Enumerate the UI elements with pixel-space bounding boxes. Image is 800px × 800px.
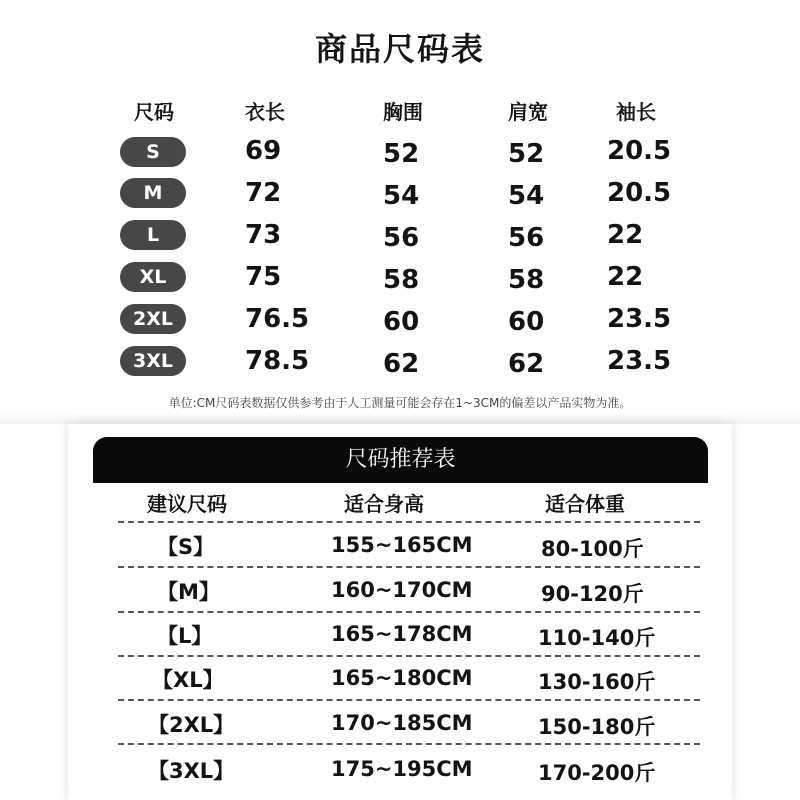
recommend-size: 【3XL】 — [148, 759, 235, 783]
height-range: 165~178CM — [331, 622, 473, 646]
recommend-size: 【2XL】 — [148, 713, 235, 737]
length-value: 76.5 — [245, 304, 310, 334]
recommend-chart-title: 尺码推荐表 — [93, 437, 708, 483]
sleeve-value: 22 — [607, 262, 644, 292]
length-value: 69 — [245, 136, 282, 166]
row-divider — [118, 743, 700, 745]
chest-value: 56 — [383, 223, 420, 253]
height-range: 175~195CM — [331, 757, 473, 781]
length-value: 73 — [245, 220, 282, 250]
shoulder-value: 56 — [508, 223, 545, 253]
weight-range: 80-100斤 — [541, 537, 644, 561]
recommend-size: 【XL】 — [152, 668, 224, 692]
length-value: 78.5 — [245, 346, 310, 376]
header-size: 尺码 — [134, 100, 174, 124]
weight-range: 150-180斤 — [538, 715, 656, 739]
header-sleeve: 袖长 — [616, 100, 656, 124]
weight-range: 110-140斤 — [538, 626, 656, 650]
header-chest: 胸围 — [383, 100, 423, 124]
size-badge: 2XL — [120, 304, 186, 334]
sleeve-value: 23.5 — [607, 346, 672, 376]
row-divider — [118, 566, 700, 568]
size-badge: M — [120, 178, 186, 208]
weight-range: 170-200斤 — [538, 761, 656, 785]
recommend-size: 【M】 — [157, 580, 220, 604]
chest-value: 54 — [383, 181, 420, 211]
sleeve-value: 22 — [607, 220, 644, 250]
size-chart-title: 商品尺码表 — [314, 30, 485, 68]
header-height: 适合身高 — [344, 492, 424, 516]
row-divider — [118, 611, 700, 613]
chest-value: 58 — [383, 265, 420, 295]
measurement-note: 单位:CM尺码表数据仅供参考由于人工测量可能会存在1~3CM的偏差以产品实物为准。 — [168, 396, 632, 410]
shoulder-value: 62 — [508, 349, 545, 379]
height-range: 170~185CM — [331, 711, 473, 735]
row-divider — [118, 521, 700, 523]
row-divider — [118, 655, 700, 657]
weight-range: 130-160斤 — [538, 670, 656, 694]
chest-value: 62 — [383, 349, 420, 379]
size-badge: S — [120, 137, 186, 167]
row-divider — [118, 699, 700, 701]
sleeve-value: 23.5 — [607, 304, 672, 334]
sleeve-value: 20.5 — [607, 136, 672, 166]
height-range: 155~165CM — [331, 533, 473, 557]
length-value: 72 — [245, 178, 282, 208]
recommend-size: 【S】 — [157, 535, 215, 559]
size-badge: XL — [120, 262, 186, 292]
size-badge: L — [120, 220, 186, 250]
chest-value: 60 — [383, 307, 420, 337]
recommend-size: 【L】 — [157, 624, 213, 648]
shoulder-value: 52 — [508, 139, 545, 169]
header-length: 衣长 — [245, 100, 285, 124]
length-value: 75 — [245, 262, 282, 292]
shoulder-value: 58 — [508, 265, 545, 295]
header-shoulder: 肩宽 — [508, 100, 548, 124]
weight-range: 90-120斤 — [541, 582, 644, 606]
height-range: 165~180CM — [331, 666, 473, 690]
shoulder-value: 60 — [508, 307, 545, 337]
height-range: 160~170CM — [331, 578, 473, 602]
chest-value: 52 — [383, 139, 420, 169]
size-badge: 3XL — [120, 346, 186, 376]
section-divider — [0, 412, 800, 424]
header-suggested-size: 建议尺码 — [147, 492, 227, 516]
header-weight: 适合体重 — [545, 492, 625, 516]
shoulder-value: 54 — [508, 181, 545, 211]
sleeve-value: 20.5 — [607, 178, 672, 208]
